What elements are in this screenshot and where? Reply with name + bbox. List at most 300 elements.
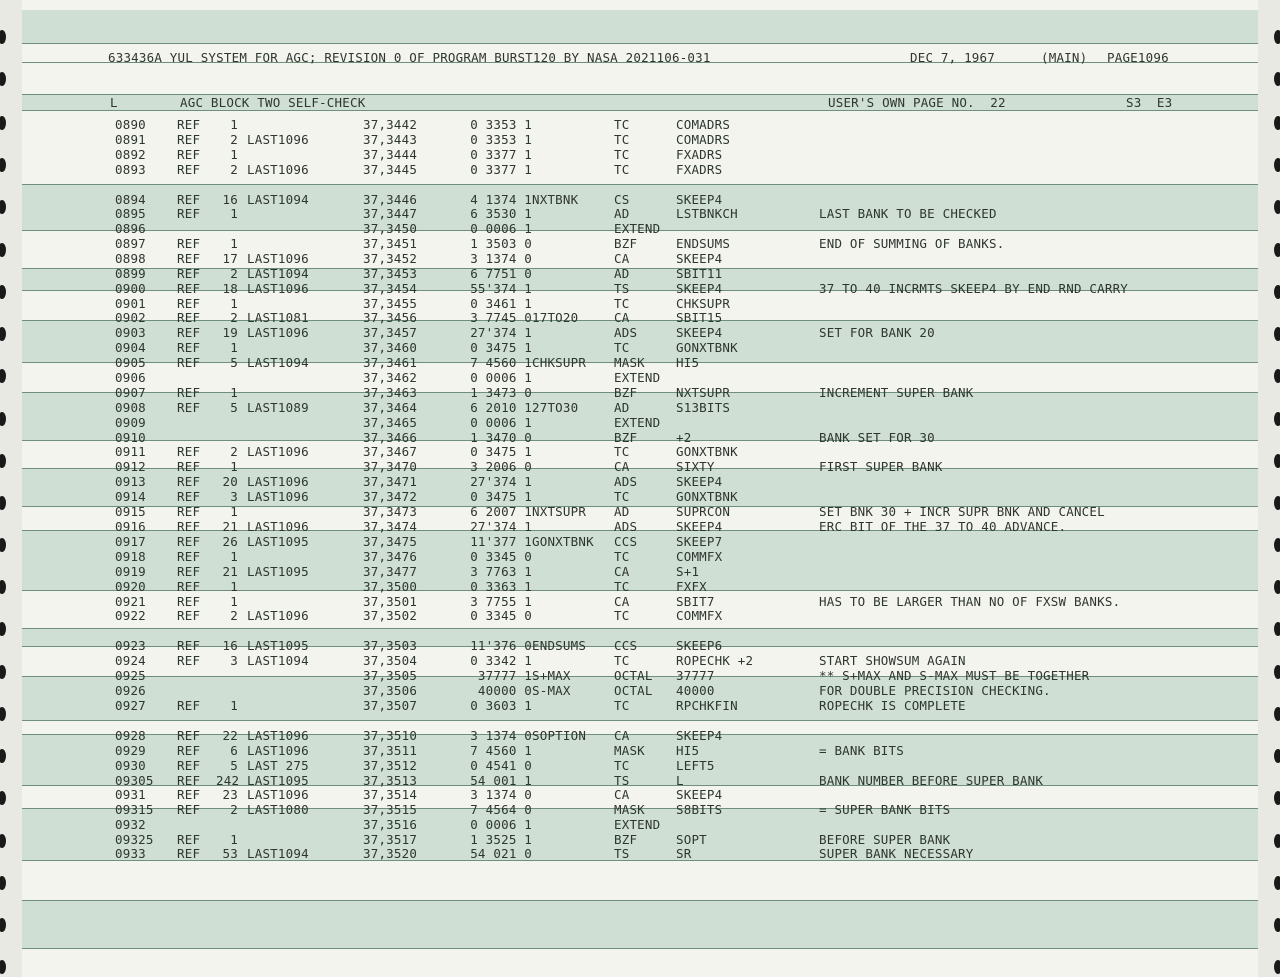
ref-marker: REF [177,147,201,162]
address: 37,3504 [363,653,418,668]
line-number: 0901 [115,296,146,311]
ref-marker: REF [177,206,201,221]
address: 37,3451 [363,236,418,251]
operand: 40000 [676,683,715,698]
ref-count: 2 [230,802,238,817]
sprocket-hole [0,327,6,341]
octal-word: 3 2006 0 [470,459,532,474]
opcode: TC [614,340,630,355]
ref-count: 1 [230,594,238,609]
octal-word: 0 3377 1 [470,147,532,162]
symbol-label: S-MAX [532,683,571,698]
sprocket-hole [0,749,6,763]
address: 37,3515 [363,802,418,817]
paper-rule [22,785,1258,786]
octal-word: 1 3473 0 [470,385,532,400]
opcode: TC [614,758,630,773]
address: 37,3450 [363,221,418,236]
ref-count: 1 [230,459,238,474]
octal-word: 40000 0 [477,683,532,698]
sprocket-hole [1274,412,1280,426]
sprocket-hole [1274,454,1280,468]
ref-count: 242 [216,773,240,788]
octal-word: 0 3603 1 [470,698,532,713]
octal-word: 6 7751 0 [470,266,532,281]
octal-word: 0 0006 1 [470,415,532,430]
sprocket-hole [0,791,6,805]
sprocket-hole [1274,116,1280,130]
sprocket-hole [1274,243,1280,257]
sprocket-hole [1274,538,1280,552]
line-number: 0892 [115,147,146,162]
address: 37,3511 [363,743,418,758]
sprocket-hole [0,622,6,636]
opcode: ADS [614,474,638,489]
line-number: 0910 [115,430,146,445]
paper-band [22,10,1258,43]
sprocket-hole [0,243,6,257]
octal-word: 0 3475 1 [470,489,532,504]
address: 37,3463 [363,385,418,400]
header-main-marker: (MAIN) [1041,50,1088,65]
paper-rule [22,646,1258,647]
comment: FOR DOUBLE PRECISION CHECKING. [819,683,1051,698]
octal-word: 1 3470 0 [470,430,532,445]
address: 37,3516 [363,817,418,832]
paper-rule [22,628,1258,629]
sprocket-hole [1274,960,1280,974]
line-number: 0924 [115,653,146,668]
address: 37,3462 [363,370,418,385]
octal-word: 3 1374 0 [470,728,532,743]
sprocket-hole [1274,158,1280,172]
opcode: TC [614,653,630,668]
sprocket-hole [0,412,6,426]
ref-count: 26 [222,534,238,549]
comment: BANK SET FOR 30 [819,430,935,445]
octal-word: 37777 1 [477,668,532,683]
operand: GONXTBNK [676,444,738,459]
address: 37,3506 [363,683,418,698]
operand: SKEEP6 [676,638,723,653]
line-number: 0928 [115,728,146,743]
address: 37,3461 [363,355,418,370]
ref-marker: REF [177,519,201,534]
last-ref: LAST1094 [247,355,309,370]
last-ref: LAST1096 [247,132,309,147]
octal-word: 3 7763 1 [470,564,532,579]
ref-marker: REF [177,281,201,296]
opcode: TC [614,579,630,594]
operand: SBIT15 [676,310,723,325]
ref-count: 1 [230,385,238,400]
octal-word: 0 3353 1 [470,132,532,147]
paper-rule [22,468,1258,469]
line-number: 09315 [115,802,154,817]
sprocket-hole [1274,72,1280,86]
operand: COMADRS [676,132,731,147]
ref-count: 53 [222,846,238,861]
ref-marker: REF [177,325,201,340]
comment: LAST BANK TO BE CHECKED [819,206,997,221]
address: 37,3500 [363,579,418,594]
octal-word: 0 3461 1 [470,296,532,311]
address: 37,3514 [363,787,418,802]
address: 37,3510 [363,728,418,743]
last-ref: LAST1096 [247,251,309,266]
opcode: TC [614,608,630,623]
operand: L [676,773,684,788]
last-ref: LAST1096 [247,519,309,534]
ref-count: 1 [230,296,238,311]
opcode: CS [614,192,630,207]
address: 37,3464 [363,400,418,415]
octal-word: 0 3345 0 [470,549,532,564]
paper-rule [22,900,1258,901]
opcode: TS [614,846,630,861]
line-number: 0913 [115,474,146,489]
opcode: TC [614,489,630,504]
line-number: 0920 [115,579,146,594]
ref-count: 3 [230,653,238,668]
octal-word: 0 0006 1 [470,370,532,385]
line-number: 0909 [115,415,146,430]
ref-count: 17 [222,251,238,266]
octal-word: 1 3503 0 [470,236,532,251]
octal-word: 7 4560 1 [470,743,532,758]
ref-count: 2 [230,444,238,459]
address: 37,3512 [363,758,418,773]
paper-rule [22,860,1258,861]
header-page-number: PAGE1096 [1107,50,1169,65]
ref-count: 1 [230,832,238,847]
opcode: ADS [614,325,638,340]
octal-word: 7 4564 0 [470,802,532,817]
last-ref: LAST1096 [247,728,309,743]
ref-count: 19 [222,325,238,340]
sprocket-hole [0,834,6,848]
opcode: TC [614,162,630,177]
symbol-label: GONXTBNK [532,534,594,549]
opcode: CA [614,459,630,474]
comment: = BANK BITS [819,743,904,758]
address: 37,3452 [363,251,418,266]
paper-rule [22,320,1258,321]
ref-marker: REF [177,832,201,847]
comment: BANK NUMBER BEFORE SUPER BANK [819,773,1044,788]
operand: GONXTBNK [676,489,738,504]
comment: END OF SUMMING OF BANKS. [819,236,1005,251]
operand: ENDSUMS [676,236,731,251]
ref-marker: REF [177,608,201,623]
opcode: CA [614,564,630,579]
line-number: 0929 [115,743,146,758]
paper-rule [22,184,1258,185]
line-number: 0907 [115,385,146,400]
last-ref: LAST1094 [247,846,309,861]
sprocket-hole [1274,665,1280,679]
address: 37,3503 [363,638,418,653]
comment: HAS TO BE LARGER THAN NO OF FXSW BANKS. [819,594,1121,609]
operand: SBIT7 [676,594,715,609]
paper-band [22,628,1258,646]
comment: BEFORE SUPER BANK [819,832,951,847]
paper-rule [22,720,1258,721]
ref-marker: REF [177,355,201,370]
line-number: 0911 [115,444,146,459]
ref-count: 5 [230,400,238,415]
ref-marker: REF [177,638,201,653]
ref-marker: REF [177,594,201,609]
symbol-label: CHKSUPR [532,355,587,370]
sprocket-hole [1274,369,1280,383]
sprocket-hole [1274,791,1280,805]
ref-marker: REF [177,266,201,281]
operand: SKEEP4 [676,281,723,296]
address: 37,3520 [363,846,418,861]
address: 37,3453 [363,266,418,281]
paper-band [22,900,1258,948]
line-number: 0905 [115,355,146,370]
sprocket-hole [0,454,6,468]
octal-word: 0 3342 1 [470,653,532,668]
ref-marker: REF [177,251,201,266]
opcode: TC [614,147,630,162]
ref-marker: REF [177,236,201,251]
address: 37,3501 [363,594,418,609]
paper-rule [22,948,1258,949]
opcode: TC [614,698,630,713]
ref-marker: REF [177,773,201,788]
operand: S+1 [676,564,700,579]
opcode: CCS [614,534,638,549]
octal-word: 6 3530 1 [470,206,532,221]
ref-count: 1 [230,549,238,564]
sprocket-hole [0,30,6,44]
opcode: EXTEND [614,221,661,236]
address: 37,3455 [363,296,418,311]
line-number: 0915 [115,504,146,519]
line-number: 09305 [115,773,154,788]
ref-count: 20 [222,474,238,489]
opcode: CA [614,251,630,266]
ref-marker: REF [177,444,201,459]
ref-count: 1 [230,698,238,713]
octal-word: 11'377 1 [470,534,532,549]
operand: LSTBNKCH [676,206,738,221]
comment: SET FOR BANK 20 [819,325,935,340]
opcode: TC [614,444,630,459]
operand: RPCHKFIN [676,698,738,713]
ref-marker: REF [177,474,201,489]
line-number: 0903 [115,325,146,340]
address: 37,3442 [363,117,418,132]
operand: FXADRS [676,162,723,177]
ref-count: 6 [230,743,238,758]
ref-marker: REF [177,489,201,504]
ref-count: 2 [230,266,238,281]
line-number: 0900 [115,281,146,296]
operand: SKEEP4 [676,325,723,340]
ref-marker: REF [177,162,201,177]
last-ref: LAST1096 [247,787,309,802]
sprocket-hole [1274,707,1280,721]
line-number: 0908 [115,400,146,415]
last-ref: LAST1094 [247,192,309,207]
last-ref: LAST1096 [247,444,309,459]
opcode: EXTEND [614,370,661,385]
octal-word: 4 1374 1 [470,192,532,207]
octal-word: 3 1374 0 [470,251,532,266]
line-number: 0914 [115,489,146,504]
sprocket-hole [0,369,6,383]
ref-marker: REF [177,846,201,861]
operand: NXTSUPR [676,385,731,400]
symbol-label: S+MAX [532,668,571,683]
ref-count: 3 [230,489,238,504]
sprocket-hole [0,918,6,932]
ref-marker: REF [177,132,201,147]
line-number: 0897 [115,236,146,251]
octal-word: 0 0006 1 [470,221,532,236]
line-number: 0930 [115,758,146,773]
line-number: 0918 [115,549,146,564]
sprocket-hole [1274,834,1280,848]
opcode: ADS [614,519,638,534]
comment: ERC BIT OF THE 37 TO 40 ADVANCE. [819,519,1067,534]
operand: SBIT11 [676,266,723,281]
header-program-line: 633436A YUL SYSTEM FOR AGC; REVISION 0 OF PROGRAM BURST120 BY NASA 2021106-031 [108,50,711,65]
octal-word: 7 4560 1 [470,355,532,370]
octal-word: 11'376 0 [470,638,532,653]
opcode: BZF [614,832,638,847]
comment: FIRST SUPER BANK [819,459,943,474]
octal-word: 3 7745 0 [470,310,532,325]
last-ref: LAST1095 [247,534,309,549]
header-date: DEC 7, 1967 [910,50,995,65]
octal-word: 0 3475 1 [470,340,532,355]
ref-marker: REF [177,698,201,713]
operand: SOPT [676,832,707,847]
opcode: MASK [614,802,645,817]
ref-count: 21 [222,564,238,579]
operand: HI5 [676,743,700,758]
last-ref: LAST 275 [247,758,309,773]
operand: SUPRCON [676,504,731,519]
octal-word: 0 3363 1 [470,579,532,594]
ref-marker: REF [177,310,201,325]
operand: SKEEP4 [676,519,723,534]
comment: 37 TO 40 INCRMTS SKEEP4 BY END RND CARRY [819,281,1129,296]
symbol-label: 27TO30 [532,400,579,415]
line-number: 0923 [115,638,146,653]
sprocket-hole [1274,200,1280,214]
sprocket-hole [0,960,6,974]
last-ref: LAST1094 [247,653,309,668]
sprocket-hole [0,665,6,679]
opcode: CCS [614,638,638,653]
line-number: 0927 [115,698,146,713]
operand: SKEEP7 [676,534,723,549]
operand: S8BITS [676,802,723,817]
octal-word: 3 1374 0 [470,787,532,802]
ref-marker: REF [177,192,201,207]
ref-count: 21 [222,519,238,534]
line-number: 0890 [115,117,146,132]
last-ref: LAST1094 [247,266,309,281]
ref-count: 2 [230,162,238,177]
comment: INCREMENT SUPER BANK [819,385,974,400]
address: 37,3456 [363,310,418,325]
ref-marker: REF [177,653,201,668]
ref-marker: REF [177,296,201,311]
operand: LEFT5 [676,758,715,773]
subheader-user-page: USER'S OWN PAGE NO. 22 [828,95,1006,110]
sprocket-hole [0,707,6,721]
ref-count: 2 [230,310,238,325]
opcode: AD [614,504,630,519]
ref-marker: REF [177,564,201,579]
operand: SKEEP4 [676,787,723,802]
octal-word: 54 001 1 [470,773,532,788]
sprocket-hole [1274,749,1280,763]
last-ref: LAST1081 [247,310,309,325]
last-ref: LAST1096 [247,608,309,623]
ref-marker: REF [177,579,201,594]
line-number: 0893 [115,162,146,177]
sprocket-hole [0,285,6,299]
address: 37,3502 [363,608,418,623]
sprocket-hole [0,200,6,214]
line-number: 0906 [115,370,146,385]
opcode: EXTEND [614,415,661,430]
ref-count: 18 [222,281,238,296]
opcode: TC [614,117,630,132]
address: 37,3474 [363,519,418,534]
paper-rule [22,43,1258,44]
last-ref: LAST1096 [247,281,309,296]
opcode: MASK [614,355,645,370]
comment: SUPER BANK NECESSARY [819,846,974,861]
symbol-label: NXTSUPR [532,504,587,519]
paper-rule [22,268,1258,269]
line-number: 0932 [115,817,146,832]
address: 37,3470 [363,459,418,474]
opcode: CA [614,787,630,802]
opcode: EXTEND [614,817,661,832]
sprocket-hole [0,496,6,510]
ref-count: 16 [222,192,238,207]
ref-count: 2 [230,132,238,147]
ref-count: 5 [230,355,238,370]
operand: SKEEP4 [676,192,723,207]
operand: SIXTY [676,459,715,474]
ref-marker: REF [177,549,201,564]
address: 37,3446 [363,192,418,207]
last-ref: LAST1096 [247,489,309,504]
opcode: TC [614,549,630,564]
octal-word: 0 3345 0 [470,608,532,623]
line-number: 0931 [115,787,146,802]
comment: ** S+MAX AND S-MAX MUST BE TOGETHER [819,668,1090,683]
last-ref: LAST1096 [247,325,309,340]
octal-word: 3 7755 1 [470,594,532,609]
ref-marker: REF [177,787,201,802]
address: 37,3443 [363,132,418,147]
sprocket-hole [1274,30,1280,44]
octal-word: 6 2010 1 [470,400,532,415]
address: 37,3507 [363,698,418,713]
